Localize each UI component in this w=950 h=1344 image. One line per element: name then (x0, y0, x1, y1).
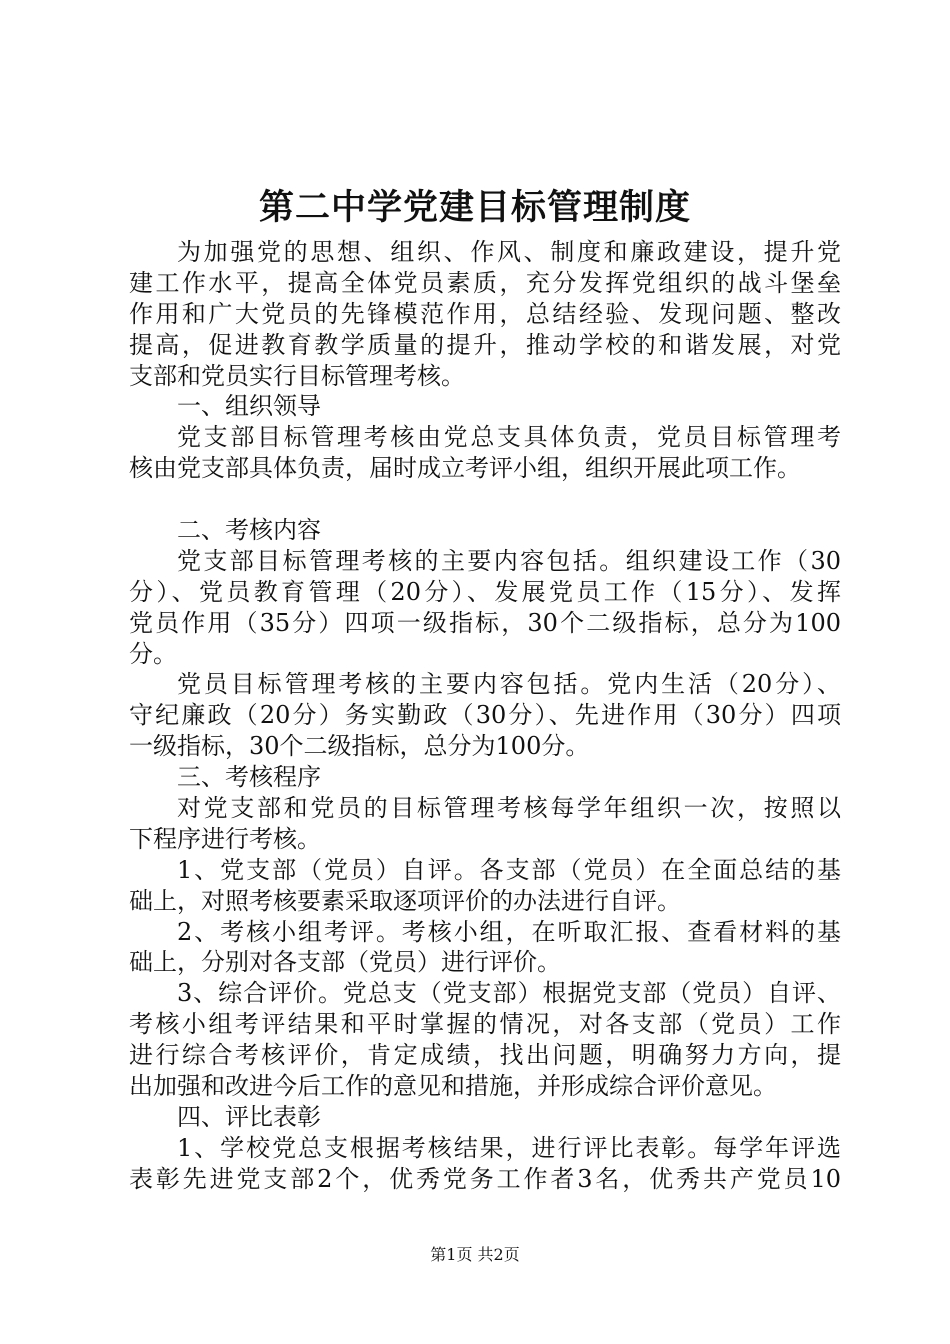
text-line: 进行综合考核评价，肯定成绩，找出问题，明确努力方向，提 (129, 1041, 841, 1070)
text-line: 守纪廉政（20分）务实勤政（30分）、先进作用（30分）四项 (129, 701, 841, 730)
page-footer: 第1页 共2页 (430, 1245, 520, 1264)
text-line: 分。 (129, 639, 177, 668)
text-line: 三、考核程序 (177, 763, 321, 792)
text-line: 一级指标，30个二级指标，总分为100分。 (129, 732, 590, 761)
document-title: 第二中学党建目标管理制度 (258, 188, 691, 228)
text-line: 1、党支部（党员）自评。各支部（党员）在全面总结的基 (177, 855, 841, 884)
text-line: 四、评比表彰 (177, 1102, 321, 1131)
text-line: 二、考核内容 (177, 516, 321, 545)
text-line: 党员作用（35分）四项一级指标，30个二级指标，总分为100 (129, 608, 841, 637)
text-line: 党员目标管理考核的主要内容包括。党内生活（20分）、 (177, 670, 841, 699)
text-line: 一、组织领导 (177, 392, 321, 421)
text-line: 表彰先进党支部2个，优秀党务工作者3名，优秀共产党员10 (129, 1164, 841, 1193)
text-line: 党支部目标管理考核的主要内容包括。组织建设工作（30 (177, 546, 841, 575)
text-line: 础上，对照考核要素采取逐项评价的办法进行自评。 (129, 886, 681, 915)
text-line: 1、学校党总支根据考核结果，进行评比表彰。每学年评选 (177, 1133, 841, 1162)
text-line: 础上，分别对各支部（党员）进行评价。 (129, 948, 561, 977)
text-line: 出加强和改进今后工作的意见和措施，并形成综合评价意见。 (129, 1072, 777, 1101)
text-line: 为加强党的思想、组织、作风、制度和廉政建设，提升党 (177, 238, 841, 266)
blank-line (129, 484, 841, 515)
text-line: 下程序进行考核。 (129, 824, 321, 853)
text-line: 分）、党员教育管理（20分）、发展党员工作（15分）、发挥 (129, 577, 841, 606)
text-line: 考核小组考评结果和平时掌握的情况，对各支部（党员）工作 (129, 1010, 841, 1039)
text-line: 党支部目标管理考核由党总支具体负责，党员目标管理考 (177, 423, 841, 452)
document-body (129, 237, 841, 1195)
text-line: 2、考核小组考评。考核小组，在听取汇报、查看材料的基 (177, 917, 841, 946)
text-line: 对党支部和党员的目标管理考核每学年组织一次，按照以 (177, 794, 841, 823)
text-line: 作用和广大党员的先锋模范作用，总结经验、发现问题、整改 (129, 299, 841, 328)
text-line: 支部和党员实行目标管理考核。 (129, 361, 465, 390)
text-line: 提高，促进教育教学质量的提升，推动学校的和谐发展，对党 (129, 330, 841, 359)
text-line: 3、综合评价。党总支（党支部）根据党支部（党员）自评、 (177, 979, 841, 1008)
text-line: 建工作水平，提高全体党员素质，充分发挥党组织的战斗堡垒 (129, 268, 841, 297)
text-line: 核由党支部具体负责，届时成立考评小组，组织开展此项工作。 (129, 454, 801, 483)
